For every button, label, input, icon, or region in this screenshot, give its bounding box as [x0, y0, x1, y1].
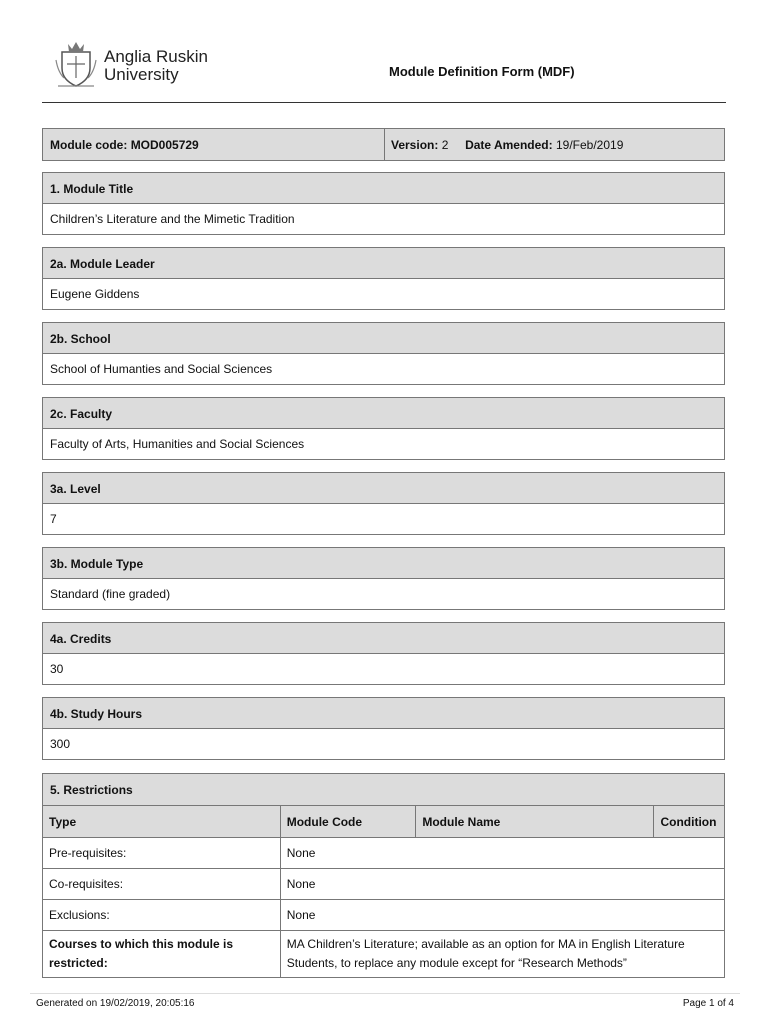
section-heading: 4a. Credits	[43, 623, 724, 654]
logo-line-1: Anglia Ruskin	[104, 47, 208, 66]
section-heading: 4b. Study Hours	[43, 698, 724, 729]
restrictions-table	[43, 805, 724, 977]
section-credits	[42, 622, 725, 685]
date-amended-value: 19/Feb/2019	[555, 138, 624, 152]
column-header: Condition	[654, 806, 724, 838]
section-faculty	[42, 397, 725, 460]
courses-restricted-value: MA Children’s Literature; available as an option for MA in English Literature Students, to replace any module except for “Research Methods”	[280, 931, 724, 978]
section-value: 30	[50, 662, 64, 676]
column-header: Module Name	[416, 806, 654, 838]
footer-divider	[30, 993, 740, 994]
column-header: Module Code	[280, 806, 416, 838]
page-number: Page 1 of 4	[682, 998, 734, 1009]
table-row	[43, 838, 724, 869]
restriction-module-code: None	[280, 900, 724, 931]
courses-restricted-label: Courses to which this module is restricted:	[43, 931, 280, 978]
section-module-title	[42, 172, 725, 235]
restriction-module-code: None	[280, 869, 724, 900]
table-header-row	[43, 806, 724, 838]
section-value: 300	[50, 737, 71, 751]
module-code-label: Module code:	[50, 138, 128, 152]
crest-icon	[54, 38, 98, 90]
date-amended-label: Date Amended:	[465, 138, 553, 152]
section-value: Standard (fine graded)	[50, 587, 171, 601]
section-heading: 3a. Level	[43, 473, 724, 504]
section-study-hours	[42, 697, 725, 760]
section-value: School of Humanties and Social Sciences	[50, 362, 273, 376]
restriction-type: Co-requisites:	[43, 869, 280, 900]
restriction-type: Exclusions:	[43, 900, 280, 931]
table-row	[43, 869, 724, 900]
section-value: Faculty of Arts, Humanities and Social Sciences	[50, 437, 305, 451]
version-value: 2	[441, 138, 449, 152]
section-school	[42, 322, 725, 385]
module-code-value: MOD005729	[130, 138, 199, 152]
section-value: Eugene Giddens	[50, 287, 140, 301]
table-row	[43, 900, 724, 931]
generated-timestamp: Generated on 19/02/2019, 20:05:16	[36, 998, 195, 1009]
university-logo	[54, 38, 234, 90]
module-code-cell	[43, 129, 385, 160]
section-heading: 2c. Faculty	[43, 398, 724, 429]
restriction-module-code: None	[280, 838, 724, 869]
version-label: Version:	[391, 138, 439, 152]
section-module-type	[42, 547, 725, 610]
logo-line-2: University	[104, 65, 179, 84]
section-heading: 1. Module Title	[43, 173, 724, 204]
form-title: Module Definition Form (MDF)	[389, 64, 575, 79]
section-level	[42, 472, 725, 535]
section-module-leader	[42, 247, 725, 310]
section-heading: 2a. Module Leader	[43, 248, 724, 279]
header-divider	[42, 102, 726, 103]
section-heading: 2b. School	[43, 323, 724, 354]
section-value: Children’s Literature and the Mimetic Tradition	[50, 212, 295, 226]
section-heading: 3b. Module Type	[43, 548, 724, 579]
section-restrictions	[42, 773, 725, 978]
version-cell	[385, 129, 623, 160]
column-header: Type	[43, 806, 280, 838]
module-meta-row	[42, 128, 725, 161]
table-row	[43, 931, 724, 978]
section-value: 7	[50, 512, 57, 526]
section-heading: 5. Restrictions	[43, 774, 724, 805]
restriction-type: Pre-requisites:	[43, 838, 280, 869]
